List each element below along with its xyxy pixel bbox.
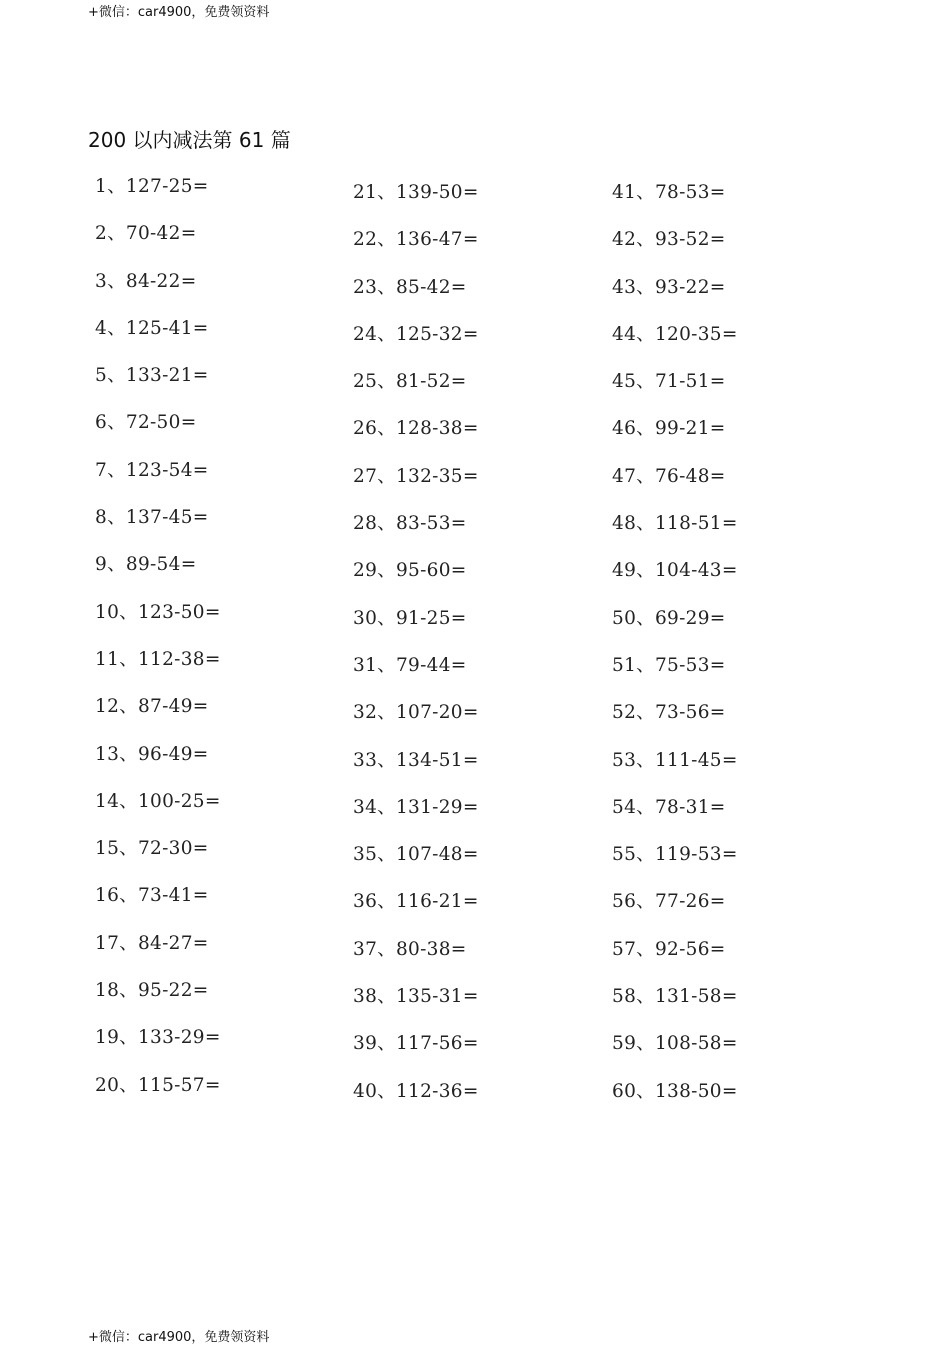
math-problem: 27、132-35= — [353, 465, 479, 487]
math-problem: 46、99-21= — [612, 418, 726, 440]
math-problem: 35、107-48= — [353, 844, 479, 866]
math-problem: 45、71-51= — [612, 371, 726, 393]
math-problem: 32、107-20= — [353, 702, 479, 724]
math-problem: 19、133-29= — [95, 1027, 221, 1049]
problem-column-2 — [353, 182, 593, 1128]
math-problem: 42、93-52= — [612, 229, 726, 251]
math-problem: 33、134-51= — [353, 749, 479, 771]
math-problem: 6、72-50= — [95, 412, 197, 434]
math-problem: 37、80-38= — [353, 938, 467, 960]
math-problem: 12、87-49= — [95, 696, 209, 718]
math-problem: 18、95-22= — [95, 980, 209, 1002]
math-problem: 23、85-42= — [353, 276, 467, 298]
math-problem: 40、112-36= — [353, 1080, 479, 1102]
math-problem: 8、137-45= — [95, 507, 209, 529]
footer-watermark: +微信：car4900，免费领资料 — [88, 1330, 270, 1345]
header-watermark: +微信：car4900，免费领资料 — [88, 5, 270, 20]
math-problem: 58、131-58= — [612, 986, 738, 1008]
math-problem: 54、78-31= — [612, 796, 726, 818]
math-problem: 51、75-53= — [612, 654, 726, 676]
math-problem: 26、128-38= — [353, 418, 479, 440]
math-problem: 55、119-53= — [612, 844, 738, 866]
math-problem: 59、108-58= — [612, 1033, 738, 1055]
math-problem: 20、115-57= — [95, 1074, 221, 1096]
problem-column-1 — [95, 176, 335, 1122]
math-problem: 29、95-60= — [353, 560, 467, 582]
math-problem: 41、78-53= — [612, 182, 726, 203]
math-problem: 7、123-54= — [95, 459, 209, 481]
math-problem: 14、100-25= — [95, 790, 221, 812]
math-problem: 34、131-29= — [353, 796, 479, 818]
math-problem: 39、117-56= — [353, 1033, 479, 1055]
math-problem: 2、70-42= — [95, 223, 197, 245]
problem-column-3 — [612, 182, 852, 1128]
math-problem: 47、76-48= — [612, 465, 726, 487]
math-problem: 57、92-56= — [612, 938, 726, 960]
math-problem: 30、91-25= — [353, 607, 467, 629]
math-problem: 52、73-56= — [612, 702, 726, 724]
math-problem: 24、125-32= — [353, 323, 479, 345]
math-problem: 15、72-30= — [95, 838, 209, 860]
math-problem: 49、104-43= — [612, 560, 738, 582]
math-problem: 1、127-25= — [95, 176, 209, 197]
math-problem: 53、111-45= — [612, 749, 738, 771]
math-problem: 22、136-47= — [353, 229, 479, 251]
math-problem: 3、84-22= — [95, 270, 197, 292]
math-problem: 28、83-53= — [353, 513, 467, 535]
math-problem: 21、139-50= — [353, 182, 479, 203]
math-problem: 10、123-50= — [95, 601, 221, 623]
math-problem: 31、79-44= — [353, 654, 467, 676]
math-problem: 4、125-41= — [95, 317, 209, 339]
math-problem: 11、112-38= — [95, 648, 221, 670]
math-problem: 44、120-35= — [612, 323, 738, 345]
math-problem: 48、118-51= — [612, 513, 738, 535]
math-problem: 25、81-52= — [353, 371, 467, 393]
math-problem: 56、77-26= — [612, 891, 726, 913]
math-problem: 5、133-21= — [95, 365, 209, 387]
math-problem: 36、116-21= — [353, 891, 479, 913]
math-problem: 60、138-50= — [612, 1080, 738, 1102]
math-problem: 43、93-22= — [612, 276, 726, 298]
math-problem: 16、73-41= — [95, 885, 209, 907]
math-problem: 38、135-31= — [353, 986, 479, 1008]
math-problem: 13、96-49= — [95, 743, 209, 765]
math-problem: 50、69-29= — [612, 607, 726, 629]
math-problem: 9、89-54= — [95, 554, 197, 576]
worksheet-title: 200 以内减法第 61 篇 — [88, 128, 291, 152]
math-problem: 17、84-27= — [95, 932, 209, 954]
